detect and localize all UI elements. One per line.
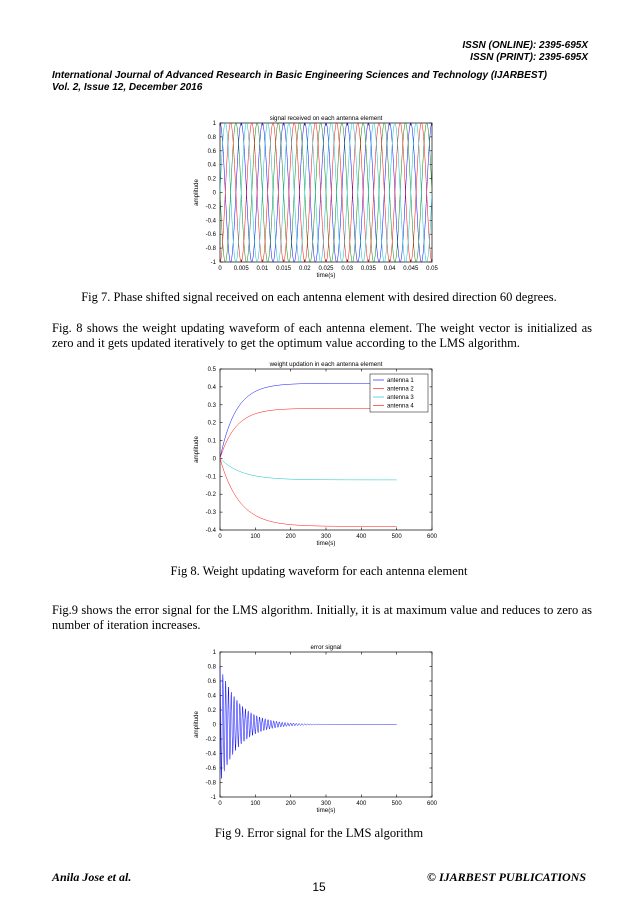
x-tick-label: 300 xyxy=(320,801,332,807)
x-tick-label: 0 xyxy=(218,534,222,540)
x-tick-label: 200 xyxy=(285,534,296,540)
footer-author: Anila Jose et al. xyxy=(52,870,132,884)
paragraph-fig8-description: Fig. 8 shows the weight updating waveform of each antenna element. The weight vector is initialized as zero and it gets updated iteratively to get the optimum value according to the LMS algorithm. xyxy=(52,321,592,350)
issn-print: ISSN (PRINT): 2395-695X xyxy=(470,52,588,63)
x-tick-label: 500 xyxy=(391,801,402,807)
y-tick-label: 0.6 xyxy=(207,148,216,155)
y-tick-label: 0.8 xyxy=(207,134,216,141)
x-tick-label: 0 xyxy=(218,266,222,272)
y-tick-label: 1 xyxy=(212,650,216,656)
y-tick-label: 0.3 xyxy=(207,402,216,409)
y-axis-label: amplitude xyxy=(193,179,200,206)
chart-title: error signal xyxy=(310,644,342,651)
paragraph-fig9-description: Fig.9 shows the error signal for the LMS algorithm. Initially, it is at maximum value and reduces to zero as number of iteration increases. xyxy=(52,603,592,632)
y-tick-label: 0.2 xyxy=(207,176,216,183)
legend-label-3: antenna 3 xyxy=(387,395,414,401)
x-tick-label: 400 xyxy=(356,801,367,807)
y-tick-label: -1 xyxy=(210,795,216,801)
x-tick-label: 0 xyxy=(218,801,222,807)
x-tick-label: 0.02 xyxy=(298,266,311,272)
x-tick-label: 500 xyxy=(391,534,402,540)
x-axis-label: time(s) xyxy=(316,272,336,279)
y-tick-label: 0.4 xyxy=(207,693,216,700)
journal-volume: Vol. 2, Issue 12, December 2016 xyxy=(52,82,203,93)
caption-fig7: Fig 7. Phase shifted signal received on each antenna element with desired direction 60 degrees. xyxy=(81,290,557,304)
legend-label-2: antenna 2 xyxy=(387,386,414,393)
y-tick-label: 0 xyxy=(212,722,216,729)
issn-online: ISSN (ONLINE): 2395-695X xyxy=(462,40,588,51)
y-tick-label: -0.4 xyxy=(205,218,216,225)
x-tick-label: 0.04 xyxy=(383,266,396,272)
y-tick-label: -0.1 xyxy=(205,474,216,481)
legend-label-1: antenna 1 xyxy=(387,378,414,384)
y-tick-label: -0.2 xyxy=(205,204,216,211)
x-tick-label: 300 xyxy=(320,534,332,540)
chart-title: signal received on each antenna element xyxy=(269,115,383,122)
y-tick-label: 0.8 xyxy=(207,664,216,671)
footer-publisher: © IJARBEST PUBLICATIONS xyxy=(426,870,586,884)
y-tick-label: -0.4 xyxy=(205,751,216,758)
journal-title: International Journal of Advanced Research in Basic Engineering Sciences and Technology (IJARBEST) xyxy=(52,70,547,81)
chart-fig7 xyxy=(193,115,438,279)
y-tick-label: -0.8 xyxy=(205,780,216,787)
y-tick-label: 0.5 xyxy=(207,367,216,373)
x-axis-label: time(s) xyxy=(316,807,336,814)
x-tick-label: 0.015 xyxy=(276,266,292,272)
y-tick-label: -0.3 xyxy=(205,510,216,517)
legend-label-4: antenna 4 xyxy=(387,403,414,410)
x-tick-label: 400 xyxy=(356,534,367,540)
y-tick-label: -0.2 xyxy=(205,492,216,499)
x-tick-label: 0.05 xyxy=(426,266,438,272)
y-tick-label: -0.6 xyxy=(205,766,216,772)
x-tick-label: 200 xyxy=(285,801,296,807)
y-tick-label: 0.2 xyxy=(207,420,216,427)
y-tick-label: 0.4 xyxy=(207,384,216,391)
caption-fig9: Fig 9. Error signal for the LMS algorithm xyxy=(214,826,424,840)
x-tick-label: 100 xyxy=(250,801,261,807)
x-tick-label: 0.01 xyxy=(256,266,269,272)
y-axis-label: amplitude xyxy=(193,436,200,463)
x-tick-label: 0.045 xyxy=(403,266,419,272)
y-tick-label: -0.4 xyxy=(205,528,216,534)
y-tick-label: -0.6 xyxy=(205,232,216,239)
chart-fig8 xyxy=(193,361,438,547)
y-axis-label: amplitude xyxy=(193,711,200,738)
y-tick-label: -0.8 xyxy=(205,246,216,253)
x-axis-label: time(s) xyxy=(316,540,336,547)
x-tick-label: 600 xyxy=(426,801,438,807)
x-tick-label: 600 xyxy=(426,534,438,540)
x-tick-label: 0.025 xyxy=(318,266,334,272)
caption-fig8: Fig 8. Weight updating waveform for each antenna element xyxy=(170,564,468,578)
page-number: 15 xyxy=(312,880,326,894)
y-tick-label: -0.2 xyxy=(205,737,216,743)
x-tick-label: 0.005 xyxy=(233,266,249,272)
chart-fig9 xyxy=(193,644,438,814)
y-tick-label: 0.1 xyxy=(207,438,216,445)
y-tick-label: 1 xyxy=(212,121,216,127)
y-tick-label: -1 xyxy=(210,260,216,266)
y-tick-label: 0 xyxy=(212,190,216,197)
x-tick-label: 0.03 xyxy=(341,266,354,272)
y-tick-label: 0.6 xyxy=(207,679,216,685)
x-tick-label: 0.035 xyxy=(360,266,376,272)
x-tick-label: 100 xyxy=(250,534,261,540)
y-tick-label: 0.2 xyxy=(207,708,216,714)
y-tick-label: 0 xyxy=(212,456,216,463)
chart-title: weight updation in each antenna element xyxy=(269,361,383,368)
y-tick-label: 0.4 xyxy=(207,162,216,169)
